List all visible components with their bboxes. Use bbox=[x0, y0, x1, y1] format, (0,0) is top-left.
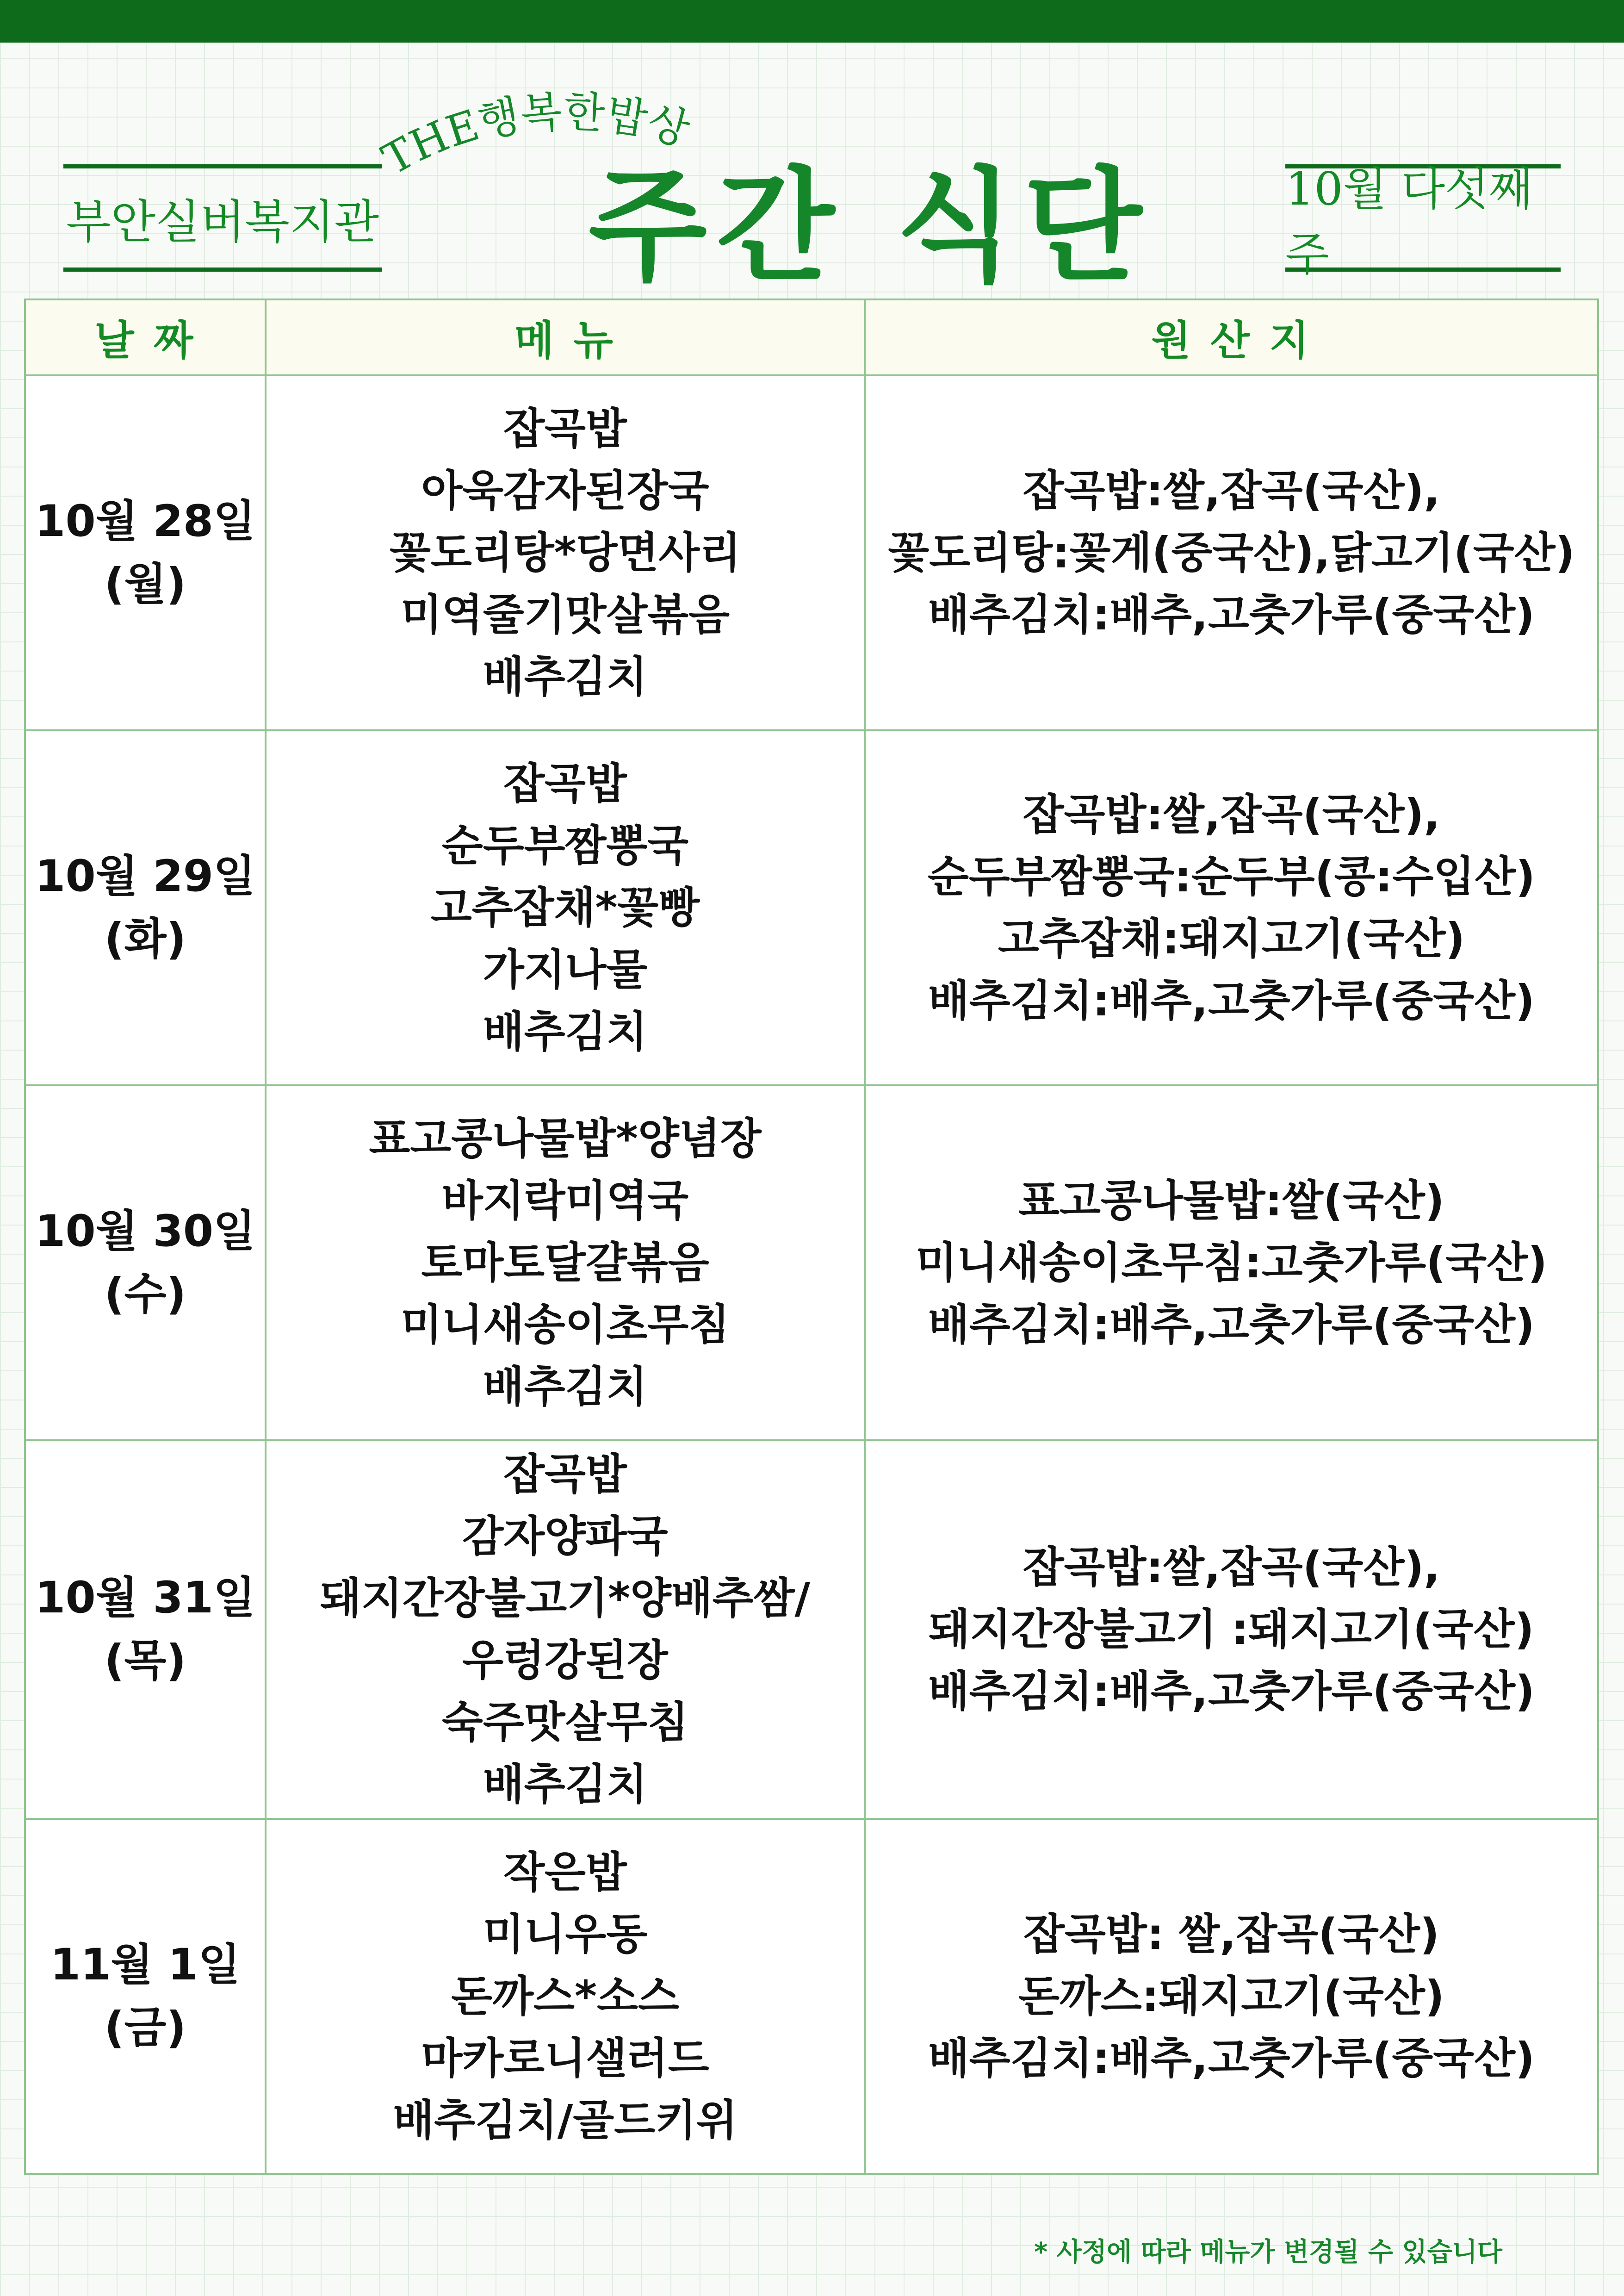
date-text: 11월 1일 bbox=[50, 1939, 241, 1990]
table-row bbox=[25, 1085, 1598, 1440]
footnote: * 사정에 따라 메뉴가 변경될 수 있습니다 bbox=[1034, 2237, 1502, 2267]
menu-item: 배추김치 bbox=[483, 1007, 648, 1057]
origin-item: 잡곡밥: 쌀,잡곡(국산) bbox=[1023, 1909, 1439, 1959]
menu-item: 가지나물 bbox=[483, 945, 648, 995]
menu-item: 마카로니샐러드 bbox=[421, 2033, 709, 2083]
origin-cell bbox=[865, 375, 1598, 730]
origin-item: 배추김치:배추,고춧가루(중국산) bbox=[928, 1667, 1535, 1716]
menu-item: 감자양파국 bbox=[462, 1512, 668, 1561]
brand-arc-text: THE행복한밥상 bbox=[374, 87, 695, 185]
origin-item: 잡곡밥:쌀,잡곡(국산), bbox=[1023, 790, 1440, 840]
menu-item: 배추김치/골드키위 bbox=[393, 2095, 738, 2145]
menu-item: 미니새송이초무침 bbox=[401, 1300, 730, 1350]
weekly-menu-table bbox=[24, 299, 1599, 2175]
origin-item: 배추김치:배추,고춧가루(중국산) bbox=[928, 1300, 1535, 1350]
date-text: 10월 29일 bbox=[35, 851, 255, 902]
table-row bbox=[25, 1440, 1598, 1819]
header-menu: 메 뉴 bbox=[266, 299, 865, 375]
menu-item: 잡곡밥 bbox=[503, 759, 627, 809]
origin-item: 순두부짬뽕국:순두부(콩:수입산) bbox=[927, 852, 1535, 902]
menu-cell bbox=[266, 1440, 865, 1819]
menu-item: 꽃도리탕*당면사리 bbox=[389, 528, 741, 578]
header-date: 날 짜 bbox=[25, 299, 266, 375]
week-label: 10월 다섯째주 bbox=[1285, 163, 1533, 281]
date-text: 10월 31일 bbox=[35, 1573, 255, 1623]
header-origin: 원 산 지 bbox=[865, 299, 1598, 375]
table-row bbox=[25, 375, 1598, 730]
menu-item: 작은밥 bbox=[503, 1847, 627, 1897]
menu-cell bbox=[266, 1085, 865, 1440]
menu-item: 배추김치 bbox=[483, 1760, 648, 1809]
menu-item: 토마토달걀볶음 bbox=[421, 1238, 709, 1288]
date-cell bbox=[25, 730, 266, 1085]
date-cell bbox=[25, 375, 266, 730]
table-header-row bbox=[25, 299, 1598, 375]
menu-item: 배추김치 bbox=[483, 1362, 648, 1412]
origin-cell bbox=[865, 1819, 1598, 2174]
origin-item: 잡곡밥:쌀,잡곡(국산), bbox=[1023, 466, 1440, 516]
menu-item: 잡곡밥 bbox=[503, 1450, 627, 1499]
origin-cell bbox=[865, 730, 1598, 1085]
menu-item: 미니우동 bbox=[483, 1909, 648, 1959]
origin-item: 표고콩나물밥:쌀(국산) bbox=[1018, 1176, 1444, 1226]
menu-item: 아욱감자된장국 bbox=[421, 466, 709, 516]
date-cell bbox=[25, 1819, 266, 2174]
week-label-box bbox=[1285, 163, 1561, 281]
menu-item: 표고콩나물밥*양념장 bbox=[369, 1114, 762, 1164]
origin-item: 고추잡채:돼지고기(국산) bbox=[998, 914, 1465, 964]
origin-item: 배추김치:배추,고춧가루(중국산) bbox=[928, 2033, 1535, 2083]
menu-item: 숙주맛살무침 bbox=[441, 1698, 689, 1747]
weekday-text: (목) bbox=[104, 1636, 186, 1686]
table-row bbox=[25, 730, 1598, 1085]
menu-item: 고추잡채*꽃빵 bbox=[430, 883, 700, 933]
menu-item: 돈까스*소스 bbox=[451, 1971, 679, 2021]
menu-item: 돼지간장불고기*양배추쌈/ bbox=[320, 1574, 811, 1623]
origin-item: 잡곡밥:쌀,잡곡(국산), bbox=[1023, 1543, 1440, 1592]
table-row bbox=[25, 1819, 1598, 2174]
origin-item: 꽃도리탕:꽃게(중국산),닭고기(국산) bbox=[888, 528, 1575, 578]
origin-item: 미니새송이초무침:고춧가루(국산) bbox=[915, 1238, 1548, 1288]
menu-item: 순두부짬뽕국 bbox=[441, 821, 689, 871]
top-color-bar bbox=[0, 0, 1624, 43]
origin-item: 배추김치:배추,고춧가루(중국산) bbox=[928, 590, 1535, 640]
page-title: 주간 식단 bbox=[588, 156, 1152, 298]
menu-item: 미역줄기맛살볶음 bbox=[401, 590, 730, 640]
origin-cell bbox=[865, 1085, 1598, 1440]
origin-item: 돼지간장불고기 :돼지고기(국산) bbox=[929, 1605, 1534, 1654]
origin-cell bbox=[865, 1440, 1598, 1819]
menu-cell bbox=[266, 1819, 865, 2174]
date-text: 10월 28일 bbox=[35, 496, 255, 547]
menu-cell bbox=[266, 730, 865, 1085]
menu-item: 우렁강된장 bbox=[462, 1636, 668, 1685]
menu-item: 배추김치 bbox=[483, 652, 648, 702]
date-cell bbox=[25, 1440, 266, 1819]
date-text: 10월 30일 bbox=[35, 1206, 255, 1257]
weekday-text: (수) bbox=[104, 1269, 186, 1319]
origin-item: 배추김치:배추,고춧가루(중국산) bbox=[928, 976, 1535, 1026]
weekday-text: (화) bbox=[104, 914, 186, 964]
menu-item: 바지락미역국 bbox=[441, 1176, 689, 1226]
weekday-text: (금) bbox=[104, 2002, 186, 2053]
origin-item: 돈까스:돼지고기(국산) bbox=[1018, 1971, 1444, 2021]
menu-cell bbox=[266, 375, 865, 730]
date-cell bbox=[25, 1085, 266, 1440]
org-name: 부안실버복지관 bbox=[66, 195, 379, 249]
org-name-box bbox=[63, 164, 382, 272]
weekday-text: (월) bbox=[104, 559, 186, 610]
menu-item: 잡곡밥 bbox=[503, 404, 627, 454]
